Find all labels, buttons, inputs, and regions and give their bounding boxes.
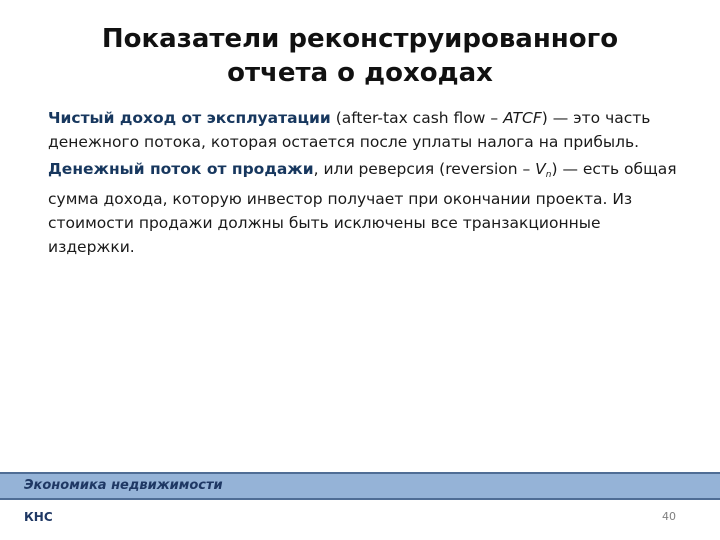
paragraph-reversion-text-1: , или реверсия (reversion – <box>313 160 536 178</box>
abbr-atcf: ATCF <box>503 109 542 127</box>
symbol-vn: V <box>535 160 546 178</box>
slide-title <box>40 22 680 90</box>
footer-author: КНС <box>24 510 53 524</box>
paragraph-reversion-text-2: ) — есть общая сумма дохода, которую инвестор получает при окончании проекта. Из стоимости продажи должны быть исключены все транзакционные издержки. <box>48 160 677 256</box>
paragraph-atcf-text-1: (after-tax cash flow – <box>330 109 504 127</box>
slide-title-line-1: Показатели реконструированного <box>101 24 619 54</box>
paragraph-atcf <box>48 106 688 154</box>
footer-band <box>0 472 720 500</box>
term-atcf: Чистый доход от эксплуатации <box>48 109 331 127</box>
paragraph-reversion <box>48 157 688 259</box>
symbol-vn-subscript: n <box>545 170 552 180</box>
page-number: 40 <box>662 510 676 523</box>
term-reversion: Денежный поток от продажи <box>48 160 314 178</box>
slide-body <box>48 106 688 262</box>
footer-course-title: Экономика недвижимости <box>24 478 223 493</box>
slide-title-line-2: отчета о доходах <box>227 58 493 88</box>
paragraph-atcf-text-2: ) — это часть денежного потока, которая остается после уплаты налога на прибыль. <box>48 109 651 151</box>
